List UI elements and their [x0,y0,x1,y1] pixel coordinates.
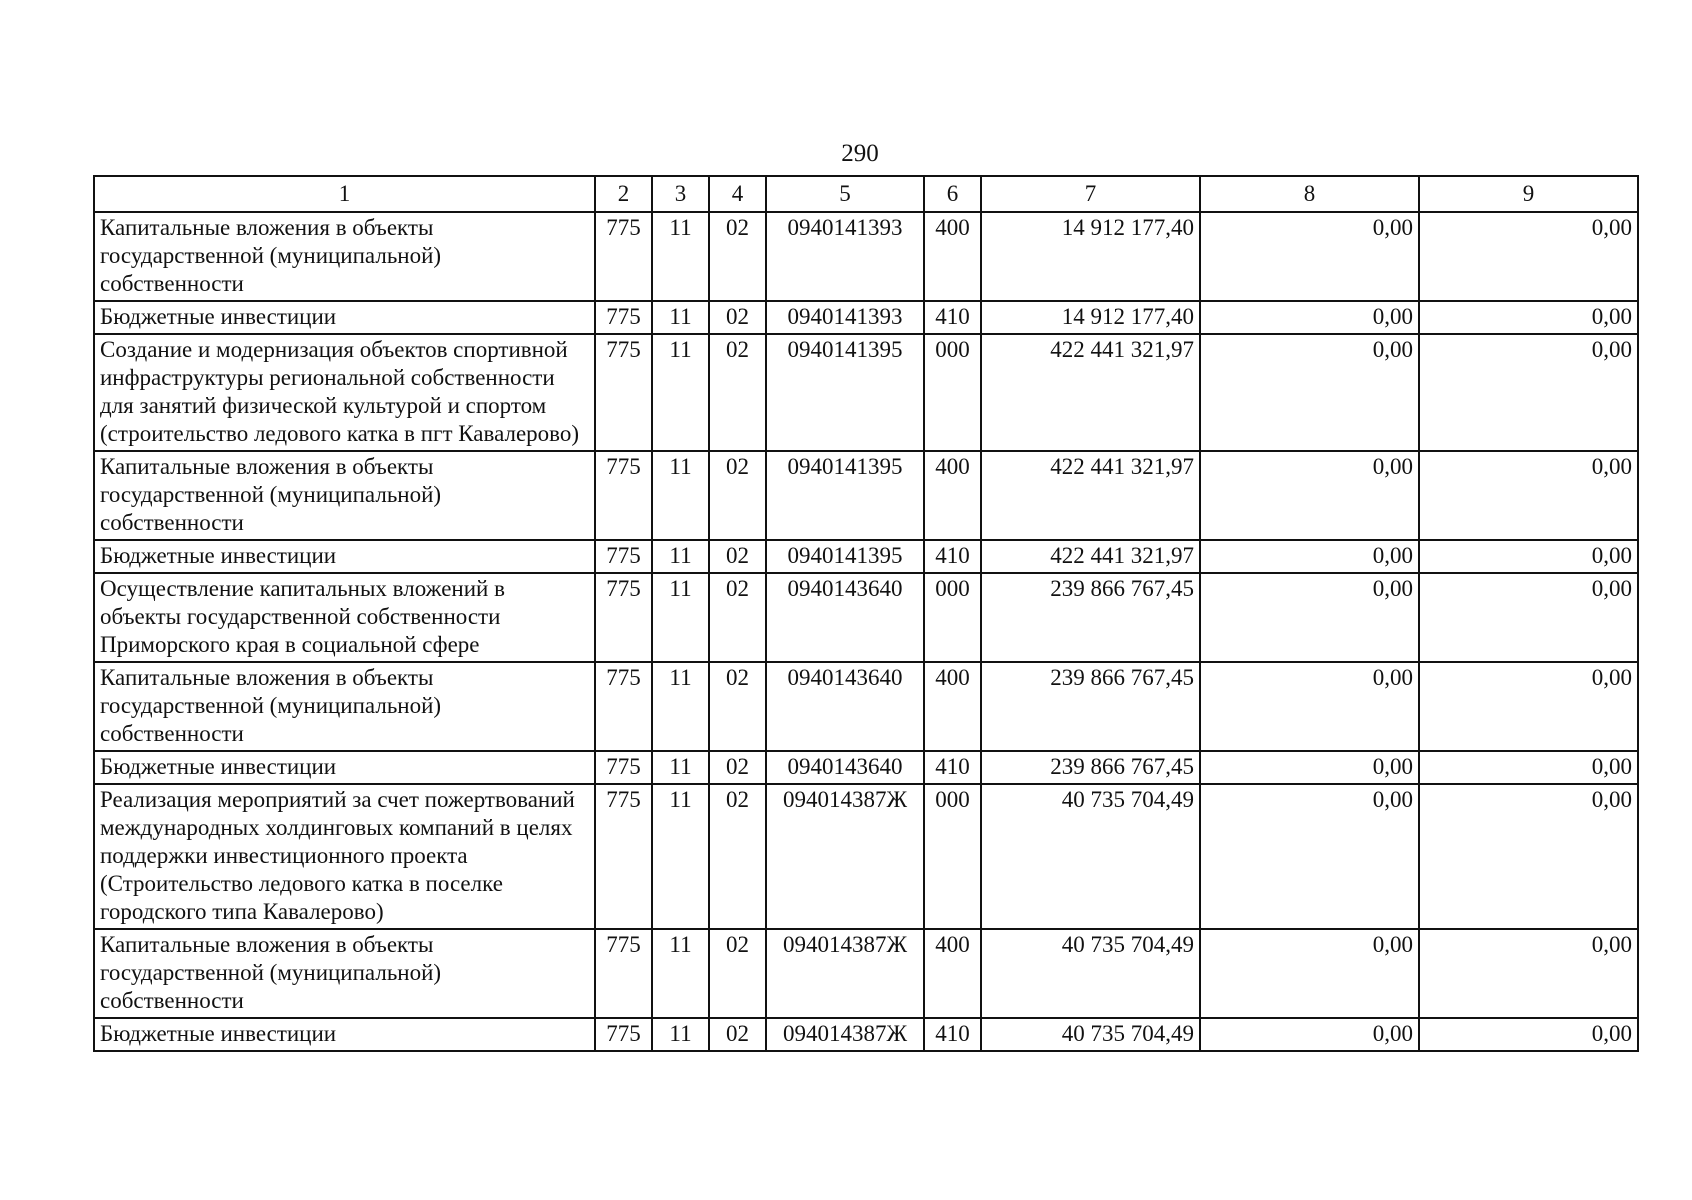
row-target-code: 0940141395 [766,540,924,573]
col-header-8: 8 [1200,176,1419,212]
row-subsection: 02 [709,212,766,301]
row-subsection: 02 [709,662,766,751]
row-amount-7: 239 866 767,45 [981,573,1200,662]
row-ministry-code: 775 [595,573,652,662]
row-target-code: 094014387Ж [766,784,924,929]
row-section: 11 [652,451,709,540]
row-amount-7: 14 912 177,40 [981,301,1200,334]
row-subsection: 02 [709,334,766,451]
row-target-code: 094014387Ж [766,929,924,1018]
row-section: 11 [652,662,709,751]
row-target-code: 0940141395 [766,451,924,540]
row-amount-9: 0,00 [1419,573,1638,662]
row-section: 11 [652,540,709,573]
header-row [94,176,1638,212]
row-section: 11 [652,212,709,301]
row-amount-8: 0,00 [1200,662,1419,751]
table-row [94,662,1638,751]
row-name: Бюджетные инвестиции [94,540,595,573]
row-name: Капитальные вложения в объекты государственной (муниципальной) собственности [94,929,595,1018]
row-section: 11 [652,1018,709,1051]
row-subsection: 02 [709,451,766,540]
row-subsection: 02 [709,540,766,573]
row-amount-8: 0,00 [1200,451,1419,540]
row-name: Реализация мероприятий за счет пожертвований международных холдинговых компаний в целях поддержки инвестиционного проекта (Строительство ледового катка в поселке городского типа Кавалерово) [94,784,595,929]
row-subsection: 02 [709,751,766,784]
row-amount-8: 0,00 [1200,784,1419,929]
row-name: Капитальные вложения в объекты государственной (муниципальной) собственности [94,212,595,301]
page-number: 290 [841,140,879,167]
table-row [94,1018,1638,1051]
row-amount-9: 0,00 [1419,301,1638,334]
row-expense-type: 000 [924,784,981,929]
row-expense-type: 400 [924,212,981,301]
row-target-code: 094014387Ж [766,1018,924,1051]
row-expense-type: 000 [924,573,981,662]
row-subsection: 02 [709,301,766,334]
row-section: 11 [652,573,709,662]
col-header-6: 6 [924,176,981,212]
row-amount-9: 0,00 [1419,751,1638,784]
row-ministry-code: 775 [595,451,652,540]
row-ministry-code: 775 [595,540,652,573]
row-amount-8: 0,00 [1200,573,1419,662]
row-target-code: 0940143640 [766,662,924,751]
row-expense-type: 410 [924,540,981,573]
row-ministry-code: 775 [595,784,652,929]
row-target-code: 0940141393 [766,212,924,301]
row-amount-9: 0,00 [1419,929,1638,1018]
row-section: 11 [652,334,709,451]
row-expense-type: 400 [924,451,981,540]
row-amount-8: 0,00 [1200,540,1419,573]
col-header-2: 2 [595,176,652,212]
col-header-1: 1 [94,176,595,212]
table-row [94,301,1638,334]
row-target-code: 0940143640 [766,751,924,784]
table-row [94,334,1638,451]
col-header-7: 7 [981,176,1200,212]
row-name: Бюджетные инвестиции [94,301,595,334]
budget-table [93,175,1639,1052]
table-row [94,573,1638,662]
row-amount-9: 0,00 [1419,212,1638,301]
table-row [94,751,1638,784]
row-section: 11 [652,929,709,1018]
row-name: Бюджетные инвестиции [94,751,595,784]
row-amount-7: 14 912 177,40 [981,212,1200,301]
row-subsection: 02 [709,784,766,929]
row-subsection: 02 [709,929,766,1018]
row-name: Бюджетные инвестиции [94,1018,595,1051]
row-section: 11 [652,784,709,929]
col-header-3: 3 [652,176,709,212]
row-ministry-code: 775 [595,929,652,1018]
row-amount-8: 0,00 [1200,929,1419,1018]
row-name: Капитальные вложения в объекты государственной (муниципальной) собственности [94,662,595,751]
row-expense-type: 400 [924,662,981,751]
row-amount-9: 0,00 [1419,540,1638,573]
row-expense-type: 400 [924,929,981,1018]
table-row [94,784,1638,929]
col-header-9: 9 [1419,176,1638,212]
col-header-4: 4 [709,176,766,212]
row-ministry-code: 775 [595,212,652,301]
row-expense-type: 410 [924,301,981,334]
row-amount-9: 0,00 [1419,1018,1638,1051]
row-target-code: 0940141395 [766,334,924,451]
row-subsection: 02 [709,1018,766,1051]
row-ministry-code: 775 [595,751,652,784]
row-amount-7: 239 866 767,45 [981,662,1200,751]
row-expense-type: 000 [924,334,981,451]
row-subsection: 02 [709,573,766,662]
row-amount-7: 239 866 767,45 [981,751,1200,784]
row-expense-type: 410 [924,1018,981,1051]
row-amount-9: 0,00 [1419,662,1638,751]
row-amount-8: 0,00 [1200,301,1419,334]
row-ministry-code: 775 [595,1018,652,1051]
row-amount-7: 422 441 321,97 [981,540,1200,573]
row-name: Осуществление капитальных вложений в объекты государственной собственности Приморского края в социальной сфере [94,573,595,662]
row-name: Создание и модернизация объектов спортивной инфраструктуры региональной собственности для занятий физической культурой и спортом (строительство ледового катка в пгт Кавалерово) [94,334,595,451]
row-amount-9: 0,00 [1419,334,1638,451]
table-row [94,929,1638,1018]
row-amount-9: 0,00 [1419,451,1638,540]
row-section: 11 [652,751,709,784]
row-ministry-code: 775 [595,301,652,334]
row-ministry-code: 775 [595,334,652,451]
row-amount-7: 40 735 704,49 [981,784,1200,929]
row-amount-8: 0,00 [1200,1018,1419,1051]
row-amount-7: 40 735 704,49 [981,929,1200,1018]
row-ministry-code: 775 [595,662,652,751]
row-name: Капитальные вложения в объекты государственной (муниципальной) собственности [94,451,595,540]
table-row [94,451,1638,540]
row-target-code: 0940143640 [766,573,924,662]
row-amount-8: 0,00 [1200,212,1419,301]
row-amount-8: 0,00 [1200,751,1419,784]
row-expense-type: 410 [924,751,981,784]
table-row [94,540,1638,573]
table-row [94,212,1638,301]
row-amount-9: 0,00 [1419,784,1638,929]
row-target-code: 0940141393 [766,301,924,334]
col-header-5: 5 [766,176,924,212]
row-amount-7: 422 441 321,97 [981,334,1200,451]
row-section: 11 [652,301,709,334]
row-amount-7: 422 441 321,97 [981,451,1200,540]
row-amount-7: 40 735 704,49 [981,1018,1200,1051]
row-amount-8: 0,00 [1200,334,1419,451]
